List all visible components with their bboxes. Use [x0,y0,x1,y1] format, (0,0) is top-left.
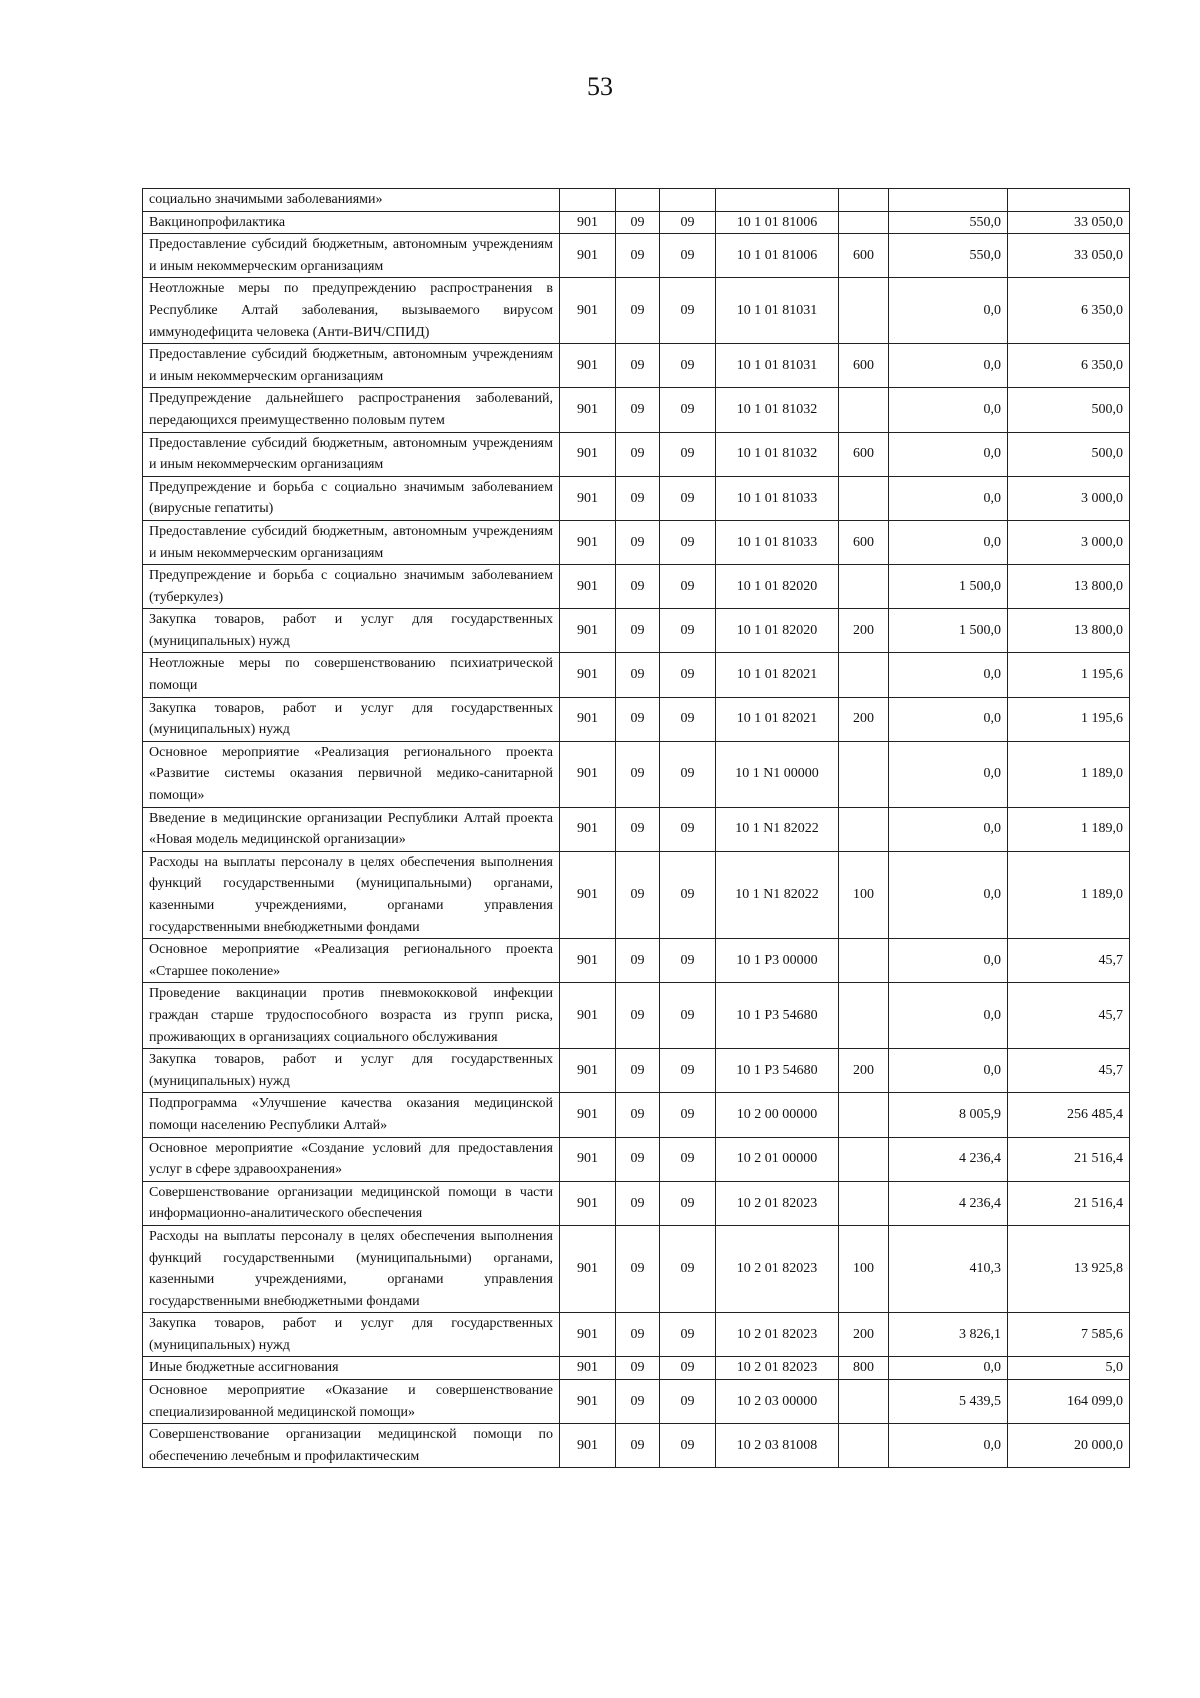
admin-code-cell: 901 [560,565,616,609]
amount-change-cell: 0,0 [889,388,1008,432]
expense-name-cell: Вакцинопрофилактика [143,211,560,234]
expense-type-cell [839,807,889,851]
admin-code-cell: 901 [560,1093,616,1137]
subsection-code-cell: 09 [660,983,716,1049]
table-row [143,1313,1130,1357]
subsection-code-cell: 09 [660,388,716,432]
amount-total-cell: 20 000,0 [1008,1424,1130,1468]
table-row [143,1181,1130,1225]
table-row [143,211,1130,234]
amount-change-cell: 0,0 [889,653,1008,697]
section-code-cell: 09 [616,432,660,476]
subsection-code-cell [660,189,716,212]
amount-total-cell: 1 195,6 [1008,653,1130,697]
admin-code-cell: 901 [560,211,616,234]
amount-change-cell: 0,0 [889,851,1008,938]
section-code-cell: 09 [616,807,660,851]
amount-total-cell: 45,7 [1008,1049,1130,1093]
section-code-cell: 09 [616,520,660,564]
admin-code-cell: 901 [560,1225,616,1312]
subsection-code-cell: 09 [660,1049,716,1093]
table-row [143,609,1130,653]
expense-type-cell [839,939,889,983]
expense-type-cell [839,565,889,609]
table-row [143,1049,1130,1093]
target-article-cell: 10 1 01 81033 [716,476,839,520]
admin-code-cell: 901 [560,1313,616,1357]
subsection-code-cell: 09 [660,653,716,697]
section-code-cell: 09 [616,234,660,278]
expense-name-cell: Предоставление субсидий бюджетным, автономным учреждениям и иным некоммерческим организациям [143,520,560,564]
amount-total-cell: 256 485,4 [1008,1093,1130,1137]
amount-change-cell: 4 236,4 [889,1181,1008,1225]
subsection-code-cell: 09 [660,1225,716,1312]
expense-type-cell: 200 [839,1049,889,1093]
admin-code-cell: 901 [560,653,616,697]
page-number: 53 [587,72,613,101]
table-row [143,565,1130,609]
table-row [143,1424,1130,1468]
section-code-cell: 09 [616,388,660,432]
expense-name-cell: Предоставление субсидий бюджетным, автономным учреждениям и иным некоммерческим организациям [143,432,560,476]
target-article-cell: 10 1 01 82020 [716,565,839,609]
target-article-cell: 10 1 P3 54680 [716,1049,839,1093]
amount-total-cell: 13 925,8 [1008,1225,1130,1312]
section-code-cell: 09 [616,1137,660,1181]
expense-type-cell [839,211,889,234]
amount-total-cell: 1 189,0 [1008,741,1130,807]
target-article-cell: 10 1 01 81031 [716,344,839,388]
expense-type-cell [839,476,889,520]
expense-name-cell: Основное мероприятие «Оказание и совершенствование специализированной медицинской помощи» [143,1380,560,1424]
table-row [143,1093,1130,1137]
table-row [143,234,1130,278]
amount-change-cell: 550,0 [889,234,1008,278]
expense-type-cell [839,1380,889,1424]
expense-type-cell: 100 [839,851,889,938]
target-article-cell: 10 1 01 81032 [716,388,839,432]
admin-code-cell: 901 [560,476,616,520]
expense-name-cell: Предоставление субсидий бюджетным, автономным учреждениям и иным некоммерческим организациям [143,234,560,278]
expense-name-cell: Предупреждение и борьба с социально значимым заболеванием (вирусные гепатиты) [143,476,560,520]
section-code-cell: 09 [616,697,660,741]
amount-change-cell: 0,0 [889,939,1008,983]
table-row [143,983,1130,1049]
subsection-code-cell: 09 [660,807,716,851]
subsection-code-cell: 09 [660,476,716,520]
table-row [143,189,1130,212]
target-article-cell: 10 2 01 82023 [716,1313,839,1357]
section-code-cell: 09 [616,211,660,234]
subsection-code-cell: 09 [660,1093,716,1137]
expense-name-cell: Иные бюджетные ассигнования [143,1357,560,1380]
subsection-code-cell: 09 [660,211,716,234]
amount-change-cell: 1 500,0 [889,565,1008,609]
section-code-cell: 09 [616,1093,660,1137]
expense-type-cell [839,1093,889,1137]
admin-code-cell [560,189,616,212]
table-row [143,1357,1130,1380]
table-row [143,432,1130,476]
expense-name-cell: Предупреждение дальнейшего распространения заболеваний, передающихся преимущественно половым путем [143,388,560,432]
section-code-cell [616,189,660,212]
admin-code-cell: 901 [560,520,616,564]
table-row [143,851,1130,938]
admin-code-cell: 901 [560,939,616,983]
expense-name-cell: Неотложные меры по совершенствованию психиатрической помощи [143,653,560,697]
section-code-cell: 09 [616,939,660,983]
expense-name-cell: Расходы на выплаты персоналу в целях обеспечения выполнения функций государственными (муниципальными) органами, казенными учреждениями, органами управления государственными внебюджетными фондами [143,1225,560,1312]
amount-change-cell: 0,0 [889,741,1008,807]
amount-change-cell: 0,0 [889,278,1008,344]
amount-total-cell: 7 585,6 [1008,1313,1130,1357]
target-article-cell: 10 2 00 00000 [716,1093,839,1137]
expense-type-cell: 100 [839,1225,889,1312]
expense-name-cell: Введение в медицинские организации Республики Алтай проекта «Новая модель медицинской организации» [143,807,560,851]
section-code-cell: 09 [616,1225,660,1312]
subsection-code-cell: 09 [660,1181,716,1225]
expense-type-cell [839,278,889,344]
subsection-code-cell: 09 [660,741,716,807]
table-row [143,939,1130,983]
subsection-code-cell: 09 [660,1137,716,1181]
table-row [143,344,1130,388]
amount-change-cell: 5 439,5 [889,1380,1008,1424]
subsection-code-cell: 09 [660,939,716,983]
admin-code-cell: 901 [560,278,616,344]
expense-name-cell: Подпрограмма «Улучшение качества оказания медицинской помощи населению Республики Алтай» [143,1093,560,1137]
subsection-code-cell: 09 [660,1313,716,1357]
section-code-cell: 09 [616,278,660,344]
section-code-cell: 09 [616,344,660,388]
amount-total-cell: 13 800,0 [1008,565,1130,609]
expense-type-cell [839,1181,889,1225]
table-row [143,807,1130,851]
target-article-cell: 10 1 N1 82022 [716,851,839,938]
expense-name-cell: Неотложные меры по предупреждению распространения в Республике Алтай заболевания, вызываемого вирусом иммунодефицита человека (Анти-ВИЧ/СПИД) [143,278,560,344]
target-article-cell: 10 2 01 82023 [716,1181,839,1225]
target-article-cell: 10 1 01 82020 [716,609,839,653]
expense-name-cell: Совершенствование организации медицинской помощи в части информационно-аналитического обеспечения [143,1181,560,1225]
admin-code-cell: 901 [560,1181,616,1225]
amount-change-cell: 0,0 [889,807,1008,851]
expense-type-cell: 600 [839,432,889,476]
amount-change-cell: 0,0 [889,983,1008,1049]
subsection-code-cell: 09 [660,278,716,344]
expense-name-cell: Предоставление субсидий бюджетным, автономным учреждениям и иным некоммерческим организациям [143,344,560,388]
expense-name-cell: Основное мероприятие «Реализация регионального проекта «Развитие системы оказания первичной медико-санитарной помощи» [143,741,560,807]
admin-code-cell: 901 [560,1424,616,1468]
amount-change-cell: 0,0 [889,1357,1008,1380]
table-row [143,476,1130,520]
section-code-cell: 09 [616,741,660,807]
amount-change-cell: 550,0 [889,211,1008,234]
amount-change-cell: 0,0 [889,520,1008,564]
subsection-code-cell: 09 [660,432,716,476]
expense-type-cell: 800 [839,1357,889,1380]
expense-type-cell: 200 [839,609,889,653]
budget-table [142,188,1130,1468]
amount-total-cell: 33 050,0 [1008,234,1130,278]
admin-code-cell: 901 [560,1049,616,1093]
expense-name-cell: Закупка товаров, работ и услуг для государственных (муниципальных) нужд [143,697,560,741]
amount-total-cell: 21 516,4 [1008,1181,1130,1225]
target-article-cell: 10 1 01 81033 [716,520,839,564]
target-article-cell: 10 1 01 81032 [716,432,839,476]
expense-name-cell: Расходы на выплаты персоналу в целях обеспечения выполнения функций государственными (муниципальными) органами, казенными учреждениями, органами управления государственными внебюджетными фондами [143,851,560,938]
target-article-cell: 10 1 01 81006 [716,234,839,278]
section-code-cell: 09 [616,653,660,697]
target-article-cell [716,189,839,212]
budget-table-body [143,189,1130,1468]
target-article-cell: 10 2 03 81008 [716,1424,839,1468]
expense-name-cell: Закупка товаров, работ и услуг для государственных (муниципальных) нужд [143,609,560,653]
subsection-code-cell: 09 [660,234,716,278]
amount-change-cell: 3 826,1 [889,1313,1008,1357]
expense-name-cell: Совершенствование организации медицинской помощи по обеспечению лечебным и профилактическим [143,1424,560,1468]
amount-total-cell: 13 800,0 [1008,609,1130,653]
amount-total-cell: 5,0 [1008,1357,1130,1380]
target-article-cell: 10 1 P3 00000 [716,939,839,983]
expense-type-cell: 600 [839,520,889,564]
target-article-cell: 10 1 01 81006 [716,211,839,234]
amount-change-cell: 4 236,4 [889,1137,1008,1181]
section-code-cell: 09 [616,851,660,938]
section-code-cell: 09 [616,609,660,653]
amount-change-cell: 0,0 [889,476,1008,520]
target-article-cell: 10 1 N1 00000 [716,741,839,807]
amount-total-cell: 3 000,0 [1008,476,1130,520]
admin-code-cell: 901 [560,1380,616,1424]
subsection-code-cell: 09 [660,520,716,564]
target-article-cell: 10 1 P3 54680 [716,983,839,1049]
section-code-cell: 09 [616,1357,660,1380]
expense-type-cell [839,741,889,807]
expense-type-cell [839,983,889,1049]
section-code-cell: 09 [616,565,660,609]
target-article-cell: 10 1 01 82021 [716,697,839,741]
amount-total-cell: 3 000,0 [1008,520,1130,564]
amount-change-cell: 410,3 [889,1225,1008,1312]
amount-change-cell [889,189,1008,212]
target-article-cell: 10 2 01 00000 [716,1137,839,1181]
expense-type-cell [839,653,889,697]
expense-type-cell [839,1137,889,1181]
expense-type-cell: 600 [839,344,889,388]
subsection-code-cell: 09 [660,1424,716,1468]
amount-change-cell: 0,0 [889,344,1008,388]
amount-change-cell: 0,0 [889,1049,1008,1093]
amount-total-cell: 6 350,0 [1008,278,1130,344]
admin-code-cell: 901 [560,344,616,388]
admin-code-cell: 901 [560,1137,616,1181]
amount-change-cell: 0,0 [889,697,1008,741]
section-code-cell: 09 [616,983,660,1049]
expense-type-cell [839,189,889,212]
admin-code-cell: 901 [560,432,616,476]
target-article-cell: 10 1 01 82021 [716,653,839,697]
table-row [143,1137,1130,1181]
target-article-cell: 10 1 01 81031 [716,278,839,344]
admin-code-cell: 901 [560,807,616,851]
amount-change-cell: 8 005,9 [889,1093,1008,1137]
admin-code-cell: 901 [560,851,616,938]
expense-name-cell: Основное мероприятие «Создание условий для предоставления услуг в сфере здравоохранения» [143,1137,560,1181]
admin-code-cell: 901 [560,741,616,807]
admin-code-cell: 901 [560,609,616,653]
section-code-cell: 09 [616,1181,660,1225]
expense-name-cell: Основное мероприятие «Реализация регионального проекта «Старшее поколение» [143,939,560,983]
amount-total-cell: 33 050,0 [1008,211,1130,234]
amount-total-cell: 45,7 [1008,939,1130,983]
amount-total-cell: 500,0 [1008,388,1130,432]
subsection-code-cell: 09 [660,1357,716,1380]
subsection-code-cell: 09 [660,851,716,938]
section-code-cell: 09 [616,1380,660,1424]
amount-total-cell: 45,7 [1008,983,1130,1049]
expense-type-cell: 200 [839,697,889,741]
amount-total-cell: 6 350,0 [1008,344,1130,388]
amount-change-cell: 0,0 [889,1424,1008,1468]
amount-total-cell [1008,189,1130,212]
amount-change-cell: 0,0 [889,432,1008,476]
amount-total-cell: 500,0 [1008,432,1130,476]
section-code-cell: 09 [616,1424,660,1468]
expense-type-cell: 200 [839,1313,889,1357]
admin-code-cell: 901 [560,388,616,432]
section-code-cell: 09 [616,476,660,520]
subsection-code-cell: 09 [660,1380,716,1424]
amount-change-cell: 1 500,0 [889,609,1008,653]
admin-code-cell: 901 [560,697,616,741]
expense-name-cell: Проведение вакцинации против пневмококковой инфекции граждан старше трудоспособного возраста из групп риска, проживающих в организациях социального обслуживания [143,983,560,1049]
table-row [143,741,1130,807]
table-row [143,653,1130,697]
admin-code-cell: 901 [560,1357,616,1380]
expense-name-cell: Закупка товаров, работ и услуг для государственных (муниципальных) нужд [143,1313,560,1357]
amount-total-cell: 1 189,0 [1008,851,1130,938]
amount-total-cell: 164 099,0 [1008,1380,1130,1424]
expense-name-cell: Закупка товаров, работ и услуг для государственных (муниципальных) нужд [143,1049,560,1093]
expense-type-cell [839,1424,889,1468]
target-article-cell: 10 2 01 82023 [716,1225,839,1312]
target-article-cell: 10 2 03 00000 [716,1380,839,1424]
admin-code-cell: 901 [560,234,616,278]
subsection-code-cell: 09 [660,697,716,741]
section-code-cell: 09 [616,1313,660,1357]
admin-code-cell: 901 [560,983,616,1049]
subsection-code-cell: 09 [660,344,716,388]
table-row [143,697,1130,741]
subsection-code-cell: 09 [660,565,716,609]
amount-total-cell: 1 189,0 [1008,807,1130,851]
target-article-cell: 10 1 N1 82022 [716,807,839,851]
table-row [143,520,1130,564]
expense-name-cell: Предупреждение и борьба с социально значимым заболеванием (туберкулез) [143,565,560,609]
table-row [143,1225,1130,1312]
section-code-cell: 09 [616,1049,660,1093]
target-article-cell: 10 2 01 82023 [716,1357,839,1380]
amount-total-cell: 21 516,4 [1008,1137,1130,1181]
table-row [143,278,1130,344]
table-row [143,1380,1130,1424]
table-row [143,388,1130,432]
expense-type-cell: 600 [839,234,889,278]
subsection-code-cell: 09 [660,609,716,653]
expense-name-cell: социально значимыми заболеваниями» [143,189,560,212]
expense-type-cell [839,388,889,432]
amount-total-cell: 1 195,6 [1008,697,1130,741]
